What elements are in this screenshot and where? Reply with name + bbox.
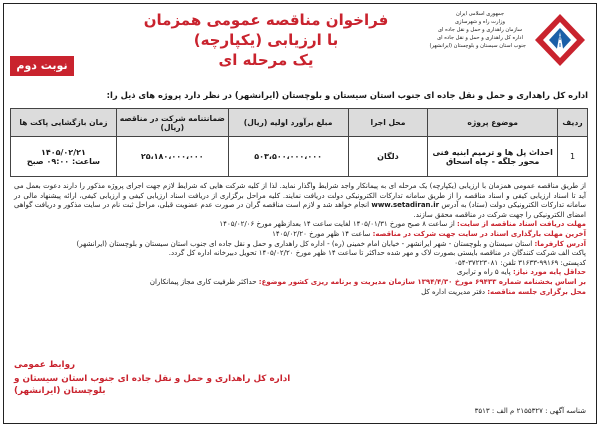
based-label: بر اساس بخشنامه شماره ۶۹۴۳۳ مورخ ۱۳۹۴/۴/۳۰ سازمان مدیریت و برنامه ریزی کشور موضوع:	[258, 277, 586, 286]
title-line-2: یک مرحله ای	[218, 51, 314, 69]
project-location: دلگان	[348, 137, 428, 177]
project-opening	[11, 137, 117, 177]
venue-label: محل برگزاری جلسه مناقصه:	[487, 287, 586, 296]
address-line	[14, 240, 586, 250]
envelope-line: پاکت الف شرکت کنندگان در مناقصه بایستی بصورت لاک و مهر شده حداکثر تا ساعت ۱۴ ظهر مورخ ۱۴۰۵/۰۲/۲۰ تحویل دبیرخانه اداره کل گردد.	[168, 249, 586, 258]
deadline-line	[14, 220, 586, 230]
table-header-row	[11, 109, 588, 137]
submit-value: ساعت ۱۴ ظهر مورخ ۱۴۰۵/۰۲/۲۰	[272, 229, 371, 238]
row-number: 1	[558, 137, 588, 177]
based-value: حداکثر ظرفیت کاری مجاز پیمانکاران	[149, 277, 257, 286]
grade-line	[14, 268, 586, 278]
opening-time: ساعت: ۰۹:۰۰ صبح	[26, 156, 100, 166]
project-subject: احداث پل ها و ترمیم ابنیه فنی محور جلگه - چاه اسحاق	[428, 137, 558, 177]
setad-url: www.setadiran.ir	[371, 201, 440, 210]
publication-id: شناسه آگهی : ۲۱۵۵۳۲۷ م الف : ۳۵۱۳	[474, 407, 586, 415]
venue-line	[14, 288, 586, 298]
based-line	[14, 278, 586, 288]
notice-body	[14, 182, 586, 297]
department-signature: اداره کل راهداری و حمل و نقل جاده ای جنوب استان سیستان و بلوچستان (ایرانشهر)	[14, 374, 291, 396]
org-line: جمهوری اسلامی ایران	[455, 11, 505, 17]
body-paragraph	[14, 182, 586, 220]
col-location: محل اجرا	[348, 109, 428, 137]
grade-value: پایه ۵ راه و ترابری	[456, 268, 511, 277]
phone-line: کدپستی: ۹۹۱۶۹-۳۱۶۳۳ تلفن: ۳۷۲۲۳۰۸۱-۰۵۴	[454, 258, 586, 267]
table-row	[11, 137, 588, 177]
col-estimate: مبلغ برآورد اولیه (ریال)	[228, 109, 348, 137]
venue-value: دفتر مدیریت اداره کل	[421, 287, 485, 296]
round-badge: نوبت دوم	[10, 56, 74, 76]
intro-text: اداره کل راهداری و حمل و نقل جاده ای جنوب استان سیستان و بلوچستان (ایرانشهر) در نظر دارد پروژه های ذیل را:	[106, 90, 588, 100]
title-line-1: فراخوان مناقصه عمومی همزمان با ارزیابی (یکپارچه)	[143, 11, 389, 49]
org-line: جنوب استان سیستان و بلوچستان (ایرانشهر)	[429, 43, 526, 49]
grade-label: حداقل پایه مورد نیاز:	[512, 268, 586, 277]
project-guarantee: ۲۵،۱۸۰،۰۰۰،۰۰۰	[116, 137, 228, 177]
org-line: اداره کل راهداری و حمل و نقل جاده ای	[437, 35, 523, 41]
road-administration-logo	[530, 10, 590, 70]
col-guarantee: ضمانتنامه شرکت در مناقصه (ریال)	[116, 109, 228, 137]
address-label: آدرس کارفرما:	[534, 239, 586, 248]
deadline-label: مهلت دریافت اسناد مناقصه از سایت:	[457, 220, 586, 229]
col-row: ردیف	[558, 109, 588, 137]
org-name-lines	[429, 10, 526, 50]
projects-table	[10, 108, 588, 177]
notice-footer	[14, 359, 586, 415]
org-line: سازمان راهداری و حمل و نقل جاده ای	[437, 27, 522, 33]
submit-label: آخرین مهلت بارگذاری اسناد در سایت جهت شرکت در مناقصه:	[372, 229, 586, 238]
deadline-value: از ساعت ۸ صبح مورخ ۱۴۰۵/۰۱/۳۱ لغایت ساعت ۱۴ بعدازظهر مورخ ۱۴۰۵/۰۲/۰۶	[219, 220, 455, 229]
submit-line	[14, 230, 586, 240]
org-line: وزارت راه و شهرسازی	[454, 19, 506, 25]
public-relations-signature: روابط عمومی	[14, 360, 76, 370]
col-subject: موضوع پروژه	[428, 109, 558, 137]
tender-notice	[3, 3, 597, 424]
body-text-2: انجام خواهد شد و لازم است مناقصه گران در صورت عدم عضویت قبلی، مراحل ثبت نام در سایت مذکور و دریافت گواهی امضای الکترونیکی را جهت شرکت در مناقصه محقق سازند.	[14, 201, 586, 219]
notice-header	[4, 4, 596, 86]
notice-title	[136, 10, 396, 70]
col-opening: زمان بازگشایی پاکت ها	[11, 109, 117, 137]
opening-date: ۱۴۰۵/۰۲/۲۱	[40, 147, 86, 157]
project-estimate: ۵۰۳،۵۰۰،۰۰۰،۰۰۰	[228, 137, 348, 177]
body-text-1: از طریق مناقصه عمومی همزمان با ارزیابی (یکپارچه) یک مرحله ای به پیمانکار واجد شرایط واگذار نماید. لذا از کلیه شرکت هایی که شرایط لازم جهت اجرای پروژه مذکور را دارند دعوت بعمل می آید تا اسناد ارزیابی کیفی و اسناد مناقصه را از طریق سامانه تدارکات الکترونیکی دولت دریافت نمایند. کلیه مراحل برگزاری از دریافت اسناد ارزیابی کیفی و ارزیابی کیفی، ارائه پیشنهاد مالی در سامانه تدارکات الکترونیکی دولت (ستاد) به آدرس	[14, 182, 586, 210]
address-value: استان سیستان و بلوچستان - شهر ایرانشهر - خیابان امام خمینی (ره) - اداره کل راهداری و حمل و نقل جاده ای جنوب استان سیستان و بلوچستان (ایرانشهر)	[76, 239, 533, 248]
